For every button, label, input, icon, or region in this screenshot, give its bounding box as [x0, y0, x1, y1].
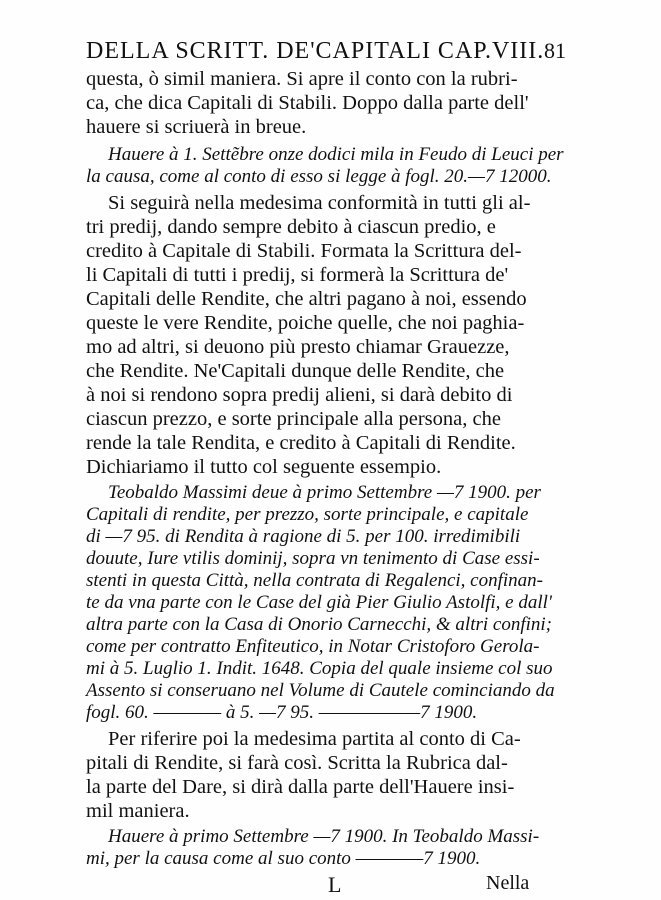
- text-line: questa, ò simil maniera. Si apre il conto con la rubri-: [86, 68, 518, 90]
- text-line: altra parte con la Casa di Onorio Carnecchi, & altri confini;: [86, 614, 553, 635]
- text-line: come per contratto Enfiteutico, in Notar Cristoforo Gerola-: [86, 636, 540, 657]
- text-line: li Capitali di tutti i predij, si formerà la Scrittura de': [86, 264, 509, 286]
- header-title: DELLA SCRITT. DE'CAPITALI CAP.VIII.: [86, 38, 545, 64]
- text-line: mo ad altri, si deuono più presto chiamar Grauezze,: [86, 336, 510, 358]
- text-line: queste le vere Rendite, poiche quelle, che noi paghia-: [86, 312, 525, 334]
- text-line: rende la tale Rendita, e credito à Capitali di Rendite.: [86, 432, 516, 454]
- text-line: di —7 95. di Rendita à ragione di 5. per 100. irredimibili: [86, 526, 521, 547]
- text-line: douute, Iure vtilis dominij, sopra vn tenimento di Case essi-: [86, 548, 540, 569]
- text-line: ca, che dica Capitali di Stabili. Doppo dalla parte dell': [86, 92, 529, 114]
- text-line: Hauere à 1. Settẽbre onze dodici mila in Feudo di Leuci per: [108, 144, 564, 165]
- text-line: à noi si rendono sopra predij alieni, si darà debito di: [86, 384, 513, 406]
- catchword: Nella: [486, 872, 530, 894]
- text-line: stenti in questa Città, nella contrata di Regalenci, confinan-: [86, 570, 543, 591]
- text-line: Capitali delle Rendite, che altri pagano à noi, essendo: [86, 288, 527, 310]
- page-number: 81: [544, 38, 566, 63]
- text-line: Hauere à primo Settembre —7 1900. In Teobaldo Massi-: [108, 826, 540, 847]
- text-line: tri predij, dando sempre debito à ciascun predio, e: [86, 216, 496, 238]
- text-line: la causa, come al conto di esso si legge à fogl. 20.—7 12000.: [86, 166, 552, 187]
- running-header: [86, 36, 566, 70]
- text-line: Si seguirà nella medesima conformità in tutti gli al-: [108, 192, 531, 214]
- text-line: mi, per la causa come al suo conto ————7 1900.: [86, 848, 481, 869]
- text-line: Per riferire poi la medesima partita al conto di Ca-: [108, 728, 521, 750]
- text-line: hauere si scriuerà in breue.: [86, 116, 307, 138]
- text-line: che Rendite. Ne'Capitali dunque delle Rendite, che: [86, 360, 505, 382]
- text-line: Capitali di rendite, per prezzo, sorte principale, e capitale: [86, 504, 529, 525]
- text-line: Teobaldo Massimi deue à primo Settembre —7 1900. per: [108, 482, 541, 503]
- text-line: mi à 5. Luglio 1. Indit. 1648. Copia del quale insieme col suo: [86, 658, 553, 679]
- text-line: te da vna parte con le Case del già Pier Giulio Astolfi, e dall': [86, 592, 552, 613]
- text-line: Dichiariamo il tutto col seguente essempio.: [86, 456, 442, 478]
- text-line: ciascun prezzo, e sorte principale alla persona, che: [86, 408, 501, 430]
- text-line: credito à Capitale di Stabili. Formata la Scrittura del-: [86, 240, 522, 262]
- signature-mark: L: [328, 872, 342, 897]
- text-line: pitali di Rendite, si farà così. Scritta la Rubrica dal-: [86, 752, 508, 774]
- text-line: mil maniera.: [86, 800, 190, 822]
- text-line: la parte del Dare, si dirà dalla parte dell'Hauere insi-: [86, 776, 515, 798]
- text-line: Assento si conseruano nel Volume di Cautele cominciando da: [86, 680, 555, 701]
- text-line: fogl. 60. ———— à 5. —7 95. ——————7 1900.: [86, 702, 478, 723]
